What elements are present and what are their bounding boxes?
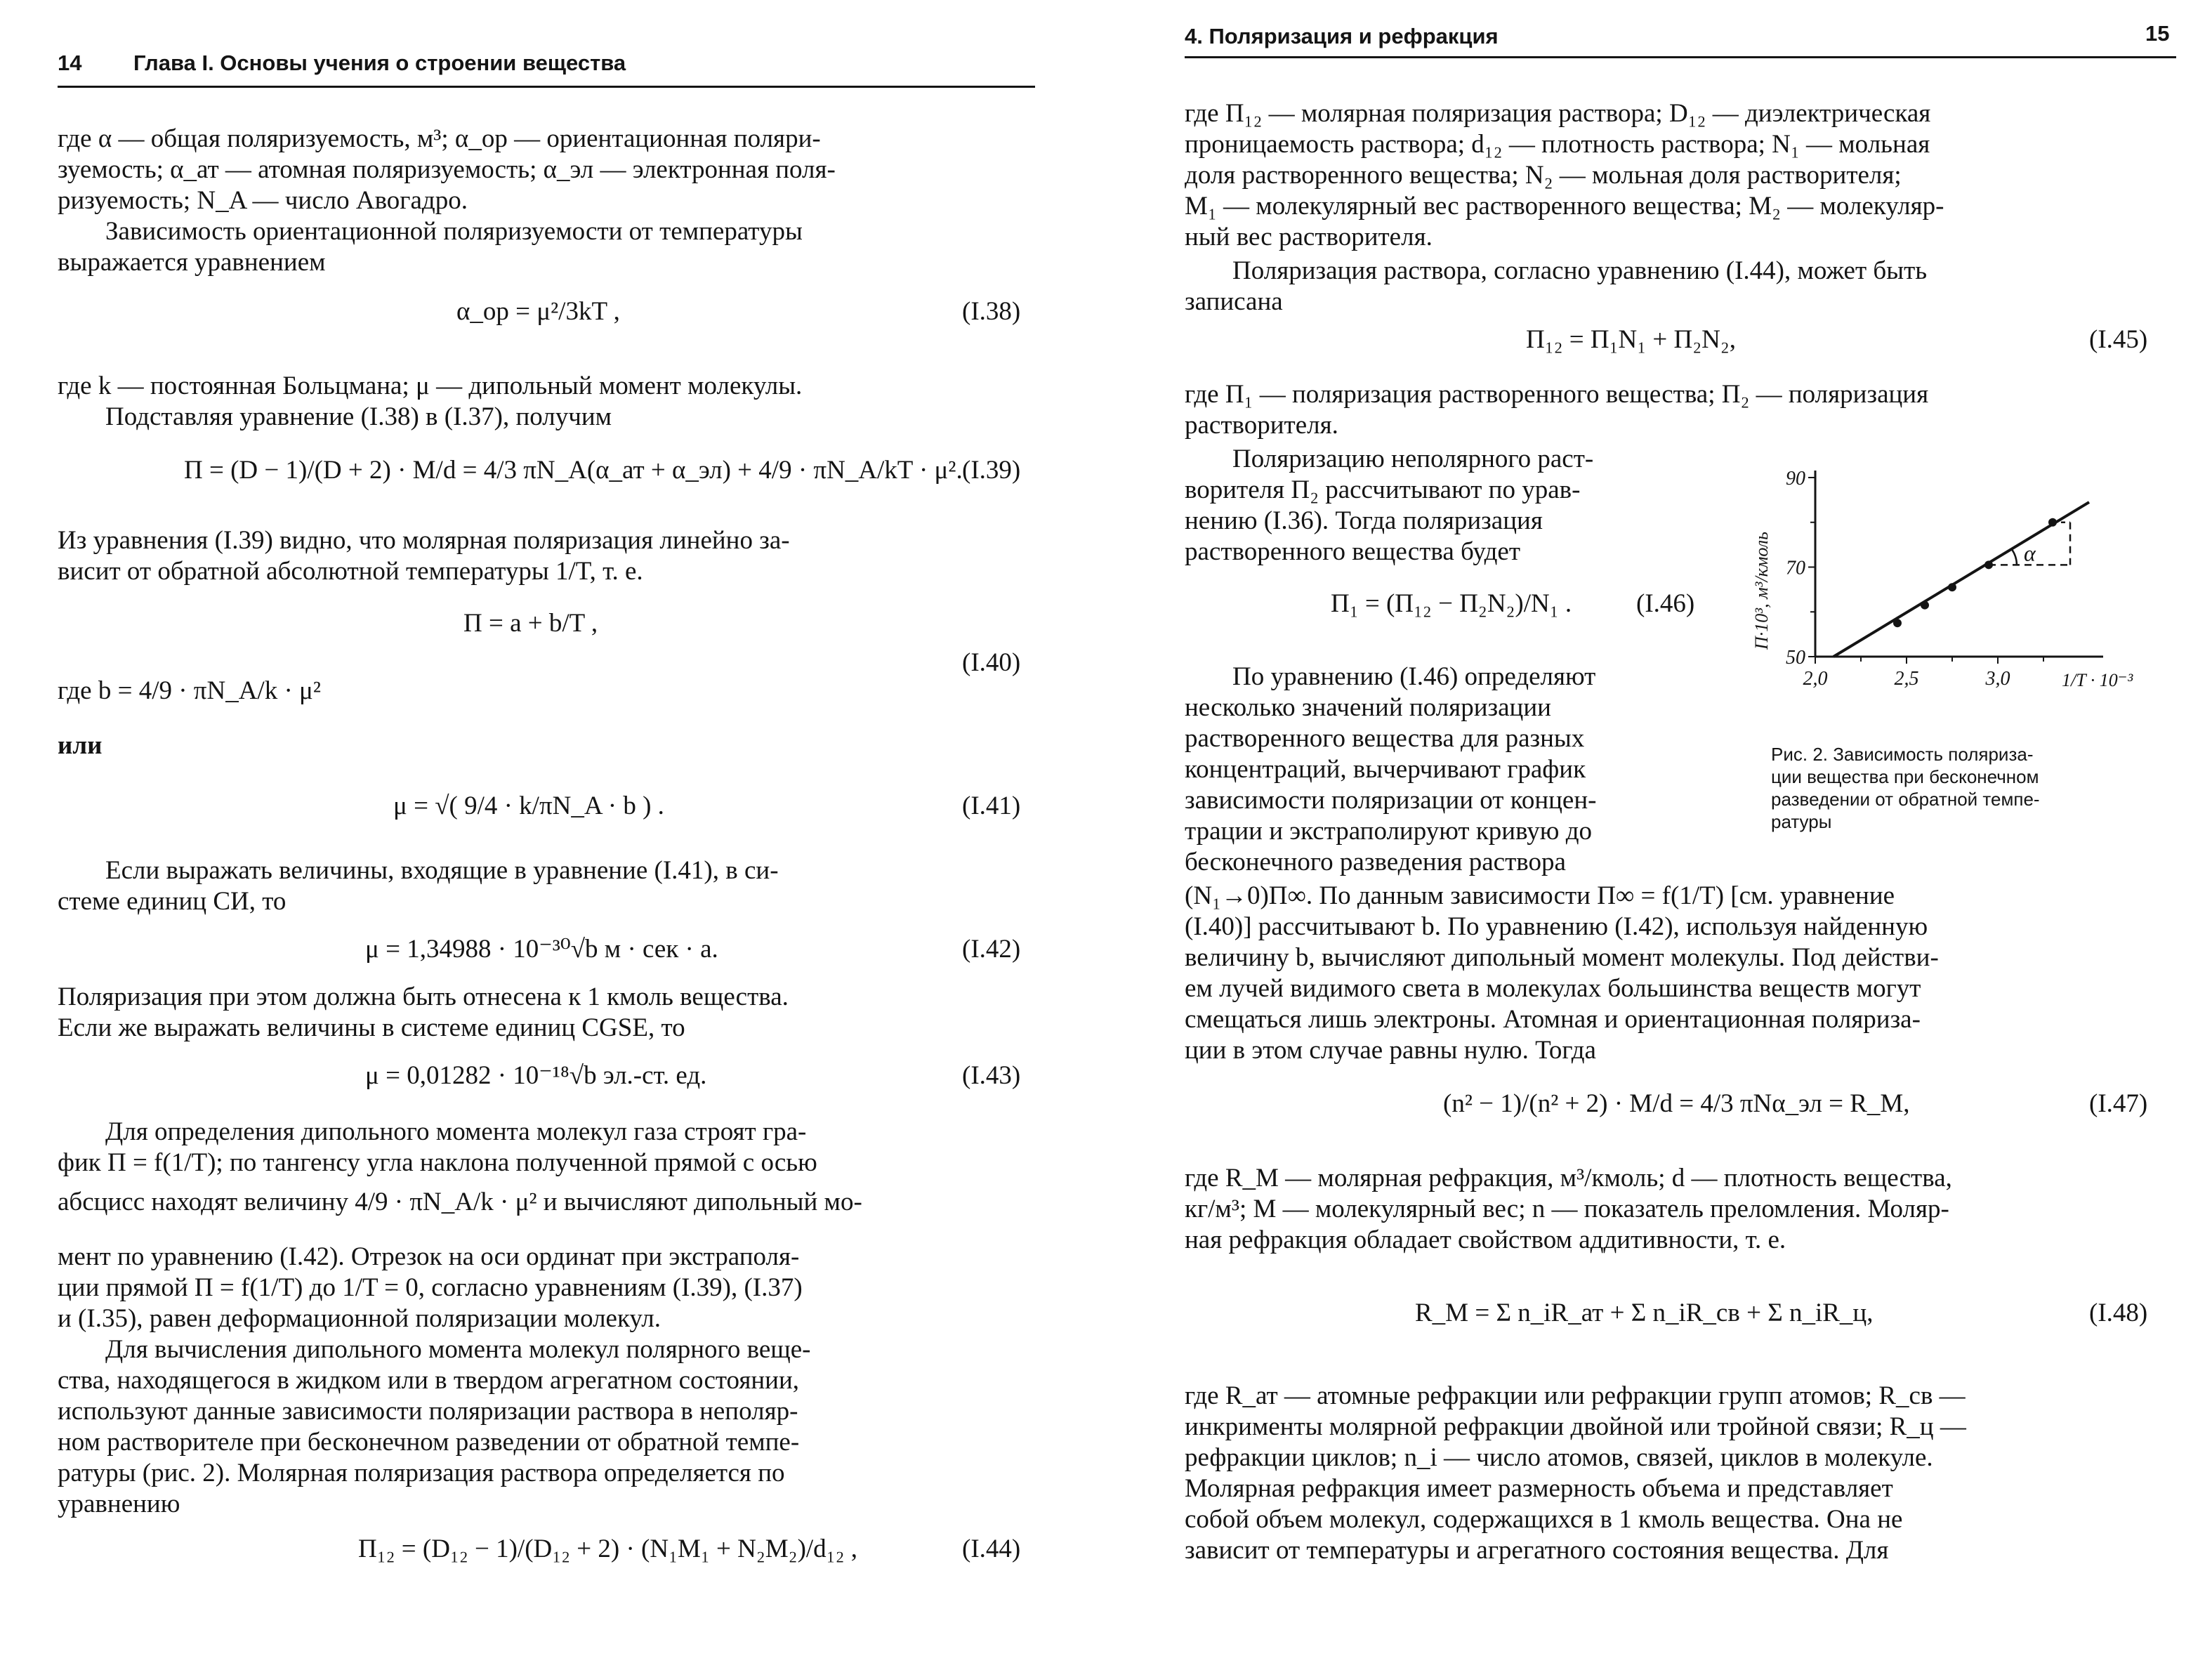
equation-number: (I.39)	[962, 456, 1021, 485]
text-line: (N₁→0)П∞. По данным зависимости П∞ = f(1/T) [см. уравнение	[1185, 881, 1895, 910]
header-rule	[58, 86, 1035, 88]
figure-caption-line: ратуры	[1771, 811, 1832, 832]
equation-number: (I.40)	[962, 648, 1021, 677]
y-tick-label: 70	[1786, 557, 1805, 579]
text-line: записана	[1185, 287, 1283, 316]
equation-number: (I.43)	[962, 1061, 1021, 1090]
text-line: стеме единиц СИ, то	[58, 887, 287, 916]
text-line: ризуемость; N_A — число Авогадро.	[58, 186, 468, 215]
equation-1-40a: П = a + b/T ,	[463, 609, 598, 638]
text-line: трации и экстраполируют кривую до	[1185, 817, 1593, 846]
text-line: несколько значений поляризации	[1185, 693, 1551, 722]
y-tick-label: 90	[1786, 468, 1805, 489]
text-line: бесконечного разведения раствора	[1185, 848, 1566, 876]
text-line: доля растворенного вещества; N₂ — мольная доля растворителя;	[1185, 161, 1902, 190]
text-line: где П₁₂ — молярная поляризация раствора; D₁₂ — диэлектрическая	[1185, 99, 1931, 128]
text-line: смещаться лишь электроны. Атомная и ориентационная поляриза-	[1185, 1005, 1921, 1034]
figure-2-chart	[1738, 449, 2187, 702]
text-line: нению (I.36). Тогда поляризация	[1185, 506, 1543, 535]
text-line: абсцисс находят величину 4/9 · πN_A/k · μ² и вычисляют дипольный мо-	[58, 1188, 862, 1216]
text-line: и (I.35), равен деформационной поляризации молекул.	[58, 1304, 661, 1333]
x-tick-label: 3,0	[1985, 668, 2010, 690]
text-line: мент по уравнению (I.42). Отрезок на оси ординат при экстраполя-	[58, 1242, 800, 1271]
figure-caption-line: ции вещества при бесконечном	[1771, 766, 2039, 787]
left-page	[0, 0, 1088, 1656]
figure-caption-line: разведении от обратной темпе-	[1771, 789, 2040, 810]
text-line: зуемость; α_ат — атомная поляризуемость; α_эл — электронная поля-	[58, 155, 836, 184]
text-line: Из уравнения (I.39) видно, что молярная поляризация линейно за-	[58, 526, 790, 555]
text-line: ный вес растворителя.	[1185, 223, 1433, 251]
text-line: Для определения дипольного момента молекул газа строят гра-	[105, 1117, 807, 1146]
running-header: 4. Поляризация и рефракция	[1185, 24, 1499, 48]
text-line: растворенного вещества будет	[1185, 537, 1521, 566]
equation-number: (I.48)	[2089, 1299, 2148, 1327]
text-line: зависимости поляризации от концен-	[1185, 786, 1597, 815]
text-line: ции прямой П = f(1/T) до 1/T = 0, согласно уравнениям (I.39), (I.37)	[58, 1273, 803, 1302]
running-header: Глава I. Основы учения о строении вещества	[133, 51, 626, 75]
text-line: ном растворителе при бесконечном разведении от обратной темпе-	[58, 1428, 800, 1457]
text-line: Для вычисления дипольного момента молекул полярного веще-	[105, 1335, 811, 1364]
right-page	[1106, 0, 2212, 1656]
equation-1-42: μ = 1,34988 · 10⁻³⁰√b м · сек · а.	[365, 935, 718, 964]
equation-1-39: П = (D − 1)/(D + 2) · M/d = 4/3 πN_A(α_ат + α_эл) + 4/9 · πN_A/kT · μ².	[184, 456, 963, 485]
equation-1-45: П₁₂ = П₁N₁ + П₂N₂,	[1526, 325, 1736, 354]
equation-1-48: R_M = Σ n_iR_ат + Σ n_iR_св + Σ n_iR_ц,	[1415, 1299, 1874, 1327]
y-tick-label: 50	[1786, 647, 1805, 669]
equation-number: (I.38)	[962, 297, 1021, 326]
text-line: висит от обратной абсолютной температуры 1/T, т. е.	[58, 557, 643, 586]
text-line: ворителя П₂ рассчитывают по урав-	[1185, 475, 1581, 504]
page-number: 14	[58, 51, 82, 75]
x-axis-label: 1/T · 10⁻³	[2062, 670, 2133, 690]
text-line: где R_M — молярная рефракция, м³/кмоль; d — плотность вещества,	[1185, 1164, 1952, 1192]
text-line: кг/м³; M — молекулярный вес; n — показатель преломления. Моляр-	[1185, 1195, 1949, 1223]
equation-number: (I.45)	[2089, 325, 2148, 354]
equation-1-43: μ = 0,01282 · 10⁻¹⁸√b эл.-ст. ед.	[365, 1061, 707, 1090]
text-line: собой объем молекул, содержащихся в 1 кмоль вещества. Она не	[1185, 1505, 1903, 1534]
text-line: ратуры (рис. 2). Молярная поляризация раствора определяется по	[58, 1459, 785, 1487]
equation-number: (I.47)	[2089, 1089, 2148, 1118]
text-line: используют данные зависимости поляризации раствора в неполяр-	[58, 1397, 798, 1426]
data-point	[1948, 583, 1956, 591]
x-tick-label: 2,0	[1803, 668, 1828, 690]
text-line: растворенного вещества для разных	[1185, 724, 1585, 753]
text-line: где α — общая поляризуемость, м³; α_ор — ориентационная поляри-	[58, 124, 821, 153]
text-line: зависит от температуры и агрегатного состояния вещества. Для	[1185, 1536, 1889, 1565]
text-line: M₁ — молекулярный вес растворенного вещества; M₂ — молекуляр-	[1185, 192, 1944, 221]
figure-caption-line: Рис. 2. Зависимость поляриза-	[1771, 744, 2034, 765]
text-line: Зависимость ориентационной поляризуемости от температуры	[105, 217, 803, 246]
text-line: Поляризация при этом должна быть отнесена к 1 кмоль вещества.	[58, 983, 789, 1011]
text-line: инкрименты молярной рефракции двойной или тройной связи; R_ц —	[1185, 1412, 1966, 1441]
y-axis-label: П·10³, м³/кмоль	[1751, 532, 1772, 650]
x-tick-label: 2,5	[1894, 668, 1919, 690]
text-line: рефракции циклов; n_i — число атомов, связей, циклов в молекуле.	[1185, 1443, 1933, 1472]
text-line: ства, находящегося в жидком или в твердом агрегатном состоянии,	[58, 1366, 800, 1395]
text-line: растворителя.	[1185, 411, 1338, 440]
text-line: ная рефракция обладает свойством аддитивности, т. е.	[1185, 1225, 1786, 1254]
text-line: величину b, вычисляют дипольный момент молекулы. Под действи-	[1185, 943, 1939, 972]
header-rule	[1185, 56, 2176, 58]
text-line: Поляризация раствора, согласно уравнению (I.44), может быть	[1232, 256, 1928, 285]
text-line: выражается уравнением	[58, 248, 326, 277]
text-line: уравнению	[58, 1490, 180, 1518]
equation-1-46: П₁ = (П₁₂ − П₂N₂)/N₁ .	[1331, 589, 1572, 618]
text-line: Если выражать величины, входящие в уравнение (I.41), в си-	[105, 856, 779, 885]
data-point	[1893, 619, 1902, 627]
angle-label: α	[2024, 540, 2036, 566]
equation-1-38: α_ор = μ²/3kT ,	[456, 297, 620, 326]
equation-number: (I.41)	[962, 791, 1021, 820]
text-line: концентраций, вычерчивают график	[1185, 755, 1586, 784]
equation-1-41: μ = √( 9/4 · k/πN_A · b ) .	[393, 791, 664, 820]
text-line: Молярная рефракция имеет размерность объема и представляет	[1185, 1474, 1893, 1503]
text-line: ем лучей видимого света в молекулах большинства веществ могут	[1185, 974, 1921, 1003]
text-line: Если же выражать величины в системе единиц CGSE, то	[58, 1013, 685, 1042]
angle-arc	[2012, 549, 2017, 565]
equation-1-47: (n² − 1)/(n² + 2) · M/d = 4/3 πNα_эл = R_M,	[1443, 1089, 1910, 1118]
equation-1-44: П₁₂ = (D₁₂ − 1)/(D₁₂ + 2) · (N₁M₁ + N₂M₂)/d₁₂ ,	[358, 1535, 857, 1563]
text-line: (I.40)] рассчитывают b. По уравнению (I.42), используя найденную	[1185, 912, 1928, 941]
text-line: фик П = f(1/T); по тангенсу угла наклона полученной прямой с осью	[58, 1148, 817, 1177]
equation-1-40b: где b = 4/9 · πN_A/k · μ²	[58, 676, 321, 705]
equation-number: (I.44)	[962, 1535, 1021, 1563]
text-line: где k — постоянная Больцмана; μ — дипольный момент молекулы.	[58, 372, 803, 400]
text-line: ции в этом случае равны нулю. Тогда	[1185, 1036, 1596, 1065]
text-line: проницаемость раствора; d₁₂ — плотность раствора; N₁ — мольная	[1185, 130, 1930, 159]
page-number: 15	[2145, 21, 2170, 46]
text-line: Поляризацию неполярного раст-	[1232, 445, 1594, 473]
text-line: где П₁ — поляризация растворенного вещества; П₂ — поляризация	[1185, 380, 1929, 409]
equation-number: (I.42)	[962, 935, 1021, 964]
data-point	[1921, 601, 1929, 610]
equation-number: (I.46)	[1636, 589, 1695, 618]
text-line: По уравнению (I.46) определяют	[1232, 662, 1596, 691]
text-line: Подставляя уравнение (I.38) в (I.37), получим	[105, 402, 612, 431]
text-line: где R_ат — атомные рефракции или рефракции групп атомов; R_св —	[1185, 1381, 1966, 1410]
word-or: или	[58, 731, 103, 760]
